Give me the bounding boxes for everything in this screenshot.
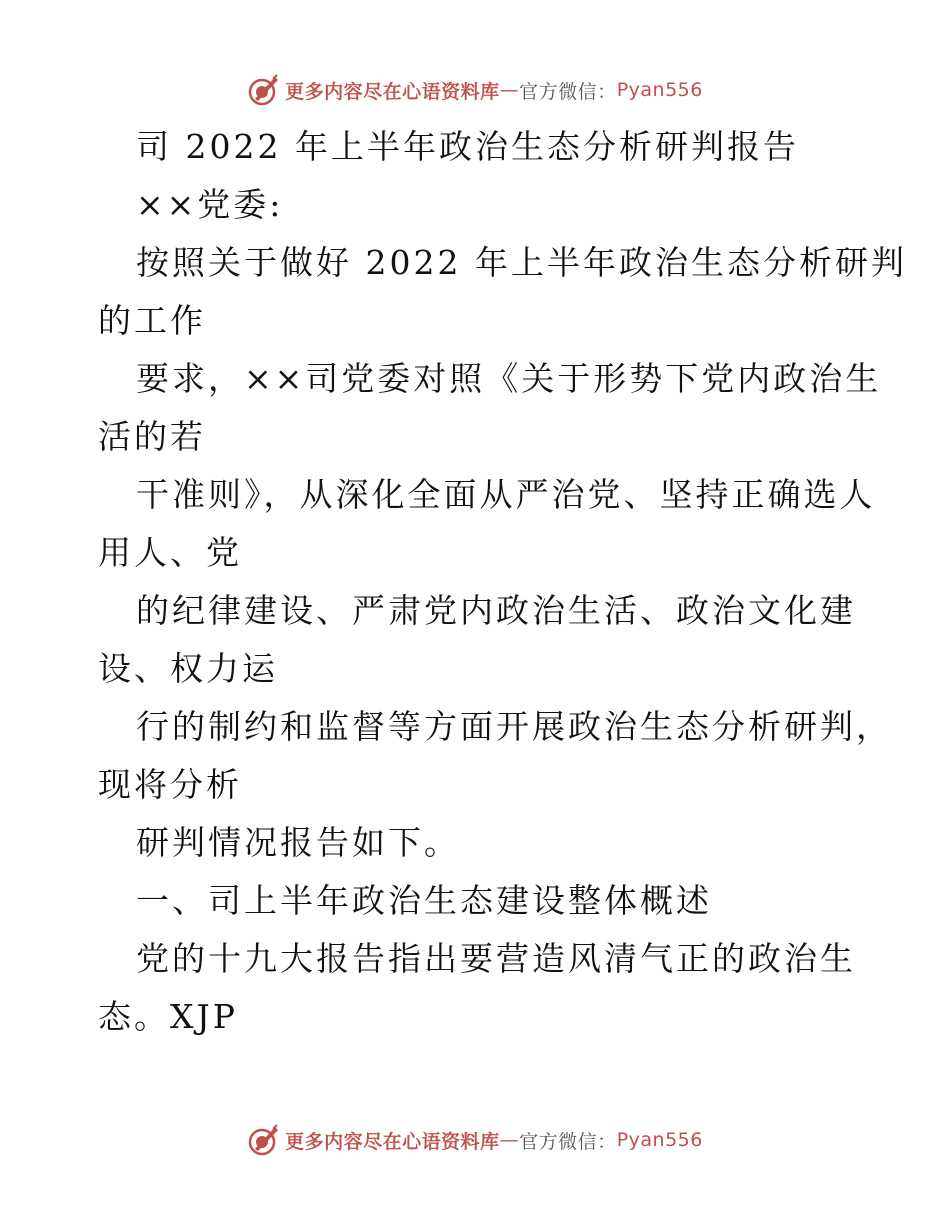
watermark-label: 官方微信： <box>519 1130 617 1153</box>
paragraph-line: 行的制约和监督等方面开展政治生态分析研判， <box>136 707 892 746</box>
paragraph-line: 按照关于做好 2022 年上半年政治生态分析研判 <box>136 243 907 282</box>
paragraph-line: 用人、党 <box>98 533 242 572</box>
watermark-label: 官方微信： <box>519 80 617 103</box>
quill-seal-icon <box>247 1123 281 1157</box>
paragraph-line: 现将分析 <box>98 765 242 804</box>
watermark-footer <box>0 1120 950 1160</box>
watermark-id: Pyan556 <box>616 79 703 101</box>
watermark-header <box>0 70 950 110</box>
paragraph-line: 干准则》，从深化全面从严治党、坚持正确选人 <box>136 475 876 514</box>
watermark-brand: 更多内容尽在心语资料库 <box>285 80 500 103</box>
paragraph-line: 一、司上半年政治生态建设整体概述 <box>136 881 712 920</box>
quill-seal-icon <box>247 73 281 107</box>
paragraph-line: ××党委: <box>136 185 284 224</box>
paragraph-line: 要求，××司党委对照《关于形势下党内政治生 <box>136 359 882 398</box>
paragraph-line: 研判情况报告如下。 <box>136 823 460 862</box>
watermark-brand: 更多内容尽在心语资料库 <box>285 1130 500 1153</box>
watermark-dash: — <box>499 1129 520 1151</box>
paragraph-line: 的工作 <box>98 301 206 340</box>
paragraph-line: 态。XJP <box>98 997 238 1036</box>
paragraph-line: 司 2022 年上半年政治生态分析研判报告 <box>136 127 799 166</box>
paragraph-line: 党的十九大报告指出要营造风清气正的政治生 <box>136 939 856 978</box>
watermark-id: Pyan556 <box>616 1129 703 1151</box>
document-body <box>98 118 907 1046</box>
paragraph-line: 设、权力运 <box>98 649 278 688</box>
paragraph-line: 活的若 <box>98 417 206 456</box>
paragraph-line: 的纪律建设、严肃党内政治生活、政治文化建 <box>136 591 856 630</box>
watermark-dash: — <box>499 79 520 101</box>
